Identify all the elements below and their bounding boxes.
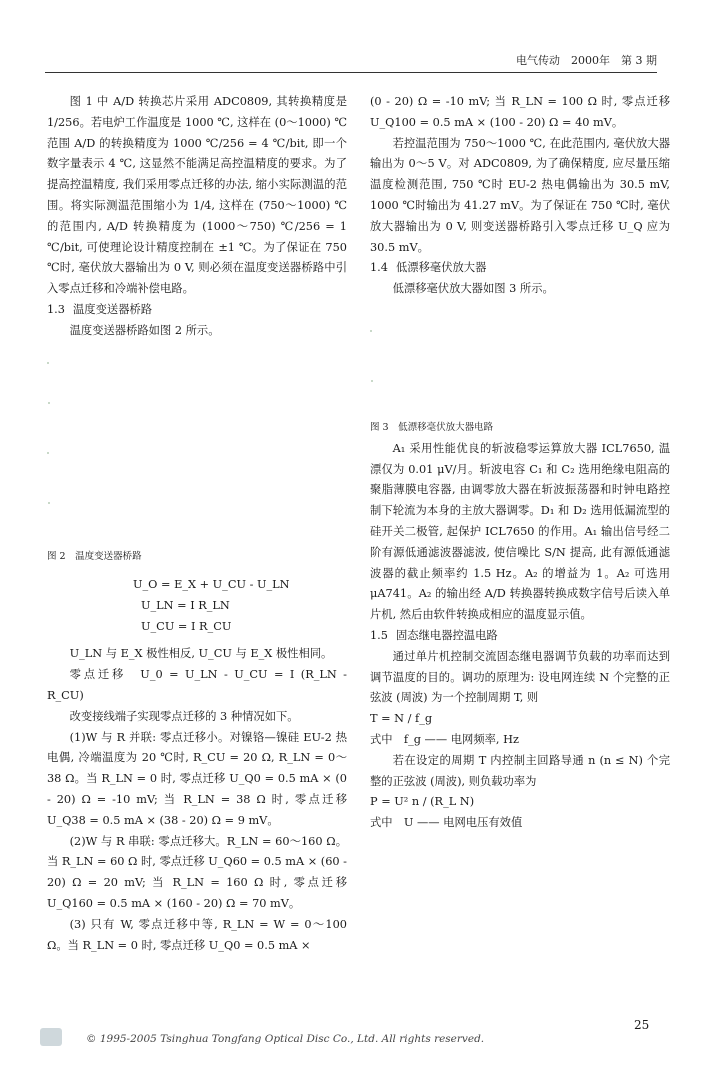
running-header: 电气传动 2000年 第 3 期 <box>516 54 657 67</box>
figure-2-placeholder <box>47 342 347 547</box>
figure-3-placeholder <box>370 300 670 418</box>
figure-artifact <box>370 330 372 332</box>
paragraph: 零点迁移 U_0 = U_LN - U_CU = I (R_LN - R_CU) <box>47 668 347 702</box>
paragraph: 通过单片机控制交流固态继电器调节负载的功率而达到调节温度的目的。调功的原理为: 设电网连续 N 个完整的正弦波 (周波) 为一个控制周期 T, 则 <box>370 649 670 705</box>
section-number: 1.5 <box>370 628 388 642</box>
equation: T = N / f_g <box>370 712 433 726</box>
header-rule <box>45 72 657 73</box>
figure-3-caption: 图 3 低漂移毫伏放大器电路 <box>370 421 494 433</box>
publisher-logo-icon <box>40 1028 62 1046</box>
paragraph: 改变接线端子实现零点迁移的 3 种情况如下。 <box>69 709 299 723</box>
paragraph: 低漂移毫伏放大器如图 3 所示。 <box>392 282 554 296</box>
section-title: 温度变送器桥路 <box>73 302 153 316</box>
page-number: 25 <box>634 1018 650 1032</box>
equation: U_O = E_X + U_CU - U_LN <box>133 578 290 592</box>
paragraph: 式中 f_g —— 电网频率, Hz <box>370 732 519 746</box>
section-title: 低漂移毫伏放大器 <box>396 261 487 275</box>
equation: P = U² n / (R_L N) <box>370 795 475 809</box>
right-column <box>370 92 670 834</box>
figure-artifact <box>48 402 50 404</box>
section-title: 固态继电器控温电路 <box>396 628 498 642</box>
copyright-notice: © 1995-2005 Tsinghua Tongfang Optical Disc Co., Ltd. All rights reserved. <box>86 1033 485 1045</box>
paragraph: (0 - 20) Ω = -10 mV; 当 R_LN = 100 Ω 时, 零点迁移 U_Q100 = 0.5 mA × (100 - 20) Ω = 40 mV。 <box>370 95 670 129</box>
paragraph: 若在设定的周期 T 内控制主回路导通 n (n ≤ N) 个完整的正弦波 (周波), 则负载功率为 <box>370 753 670 788</box>
equation: U_LN = I R_LN <box>141 599 230 613</box>
paragraph: 温度变送器桥路如图 2 所示。 <box>69 323 220 337</box>
paragraph: (2)W 与 R 串联: 零点迁移大。R_LN = 60～160 Ω。当 R_LN = 60 Ω 时, 零点迁移 U_Q60 = 0.5 mA × (60 - 20) Ω = 20 mV; 当 R_LN = 160 Ω 时, 零点迁移 U_Q160 = 0.5 mA × (160 - 20) Ω = 70 mV。 <box>47 834 347 910</box>
equation: U_CU = I R_CU <box>141 620 232 634</box>
section-heading-1-4 <box>370 258 670 279</box>
paragraph: 图 1 中 A/D 转换芯片采用 ADC0809, 其转换精度是 1/256。若电炉工作温度是 1000 ℃, 这样在 (0～1000) ℃ 范围 A/D 的转换精度为 1000 ℃/256 = 4 ℃/bit, 即一个数字量表示 4 ℃, 这显然不能满足高控温精度的要求。为了提高控温精度, 我们采用零点迁移的办法, 缩小实际测温的范围。将实际测温范围缩小为 1/4, 这样在 (750～1000) ℃ 的范围内, A/D 转换精度为 (1000～750) ℃/256 = 1 ℃/bit, 可使理论设计精度控制在 ±1 ℃。为了保证在 750 ℃时, 毫伏放大器输出为 0 V, 则必须在温度变送器桥路中引入零点迁移和冷端补偿电路。 <box>47 95 347 296</box>
figure-artifact <box>371 380 373 382</box>
equation-block <box>47 575 347 638</box>
left-column <box>47 92 347 956</box>
figure-artifact <box>47 362 49 364</box>
paragraph: U_LN 与 E_X 极性相反, U_CU 与 E_X 极性相同。 <box>69 647 333 661</box>
paragraph: A₁ 采用性能优良的斩波稳零运算放大器 ICL7650, 温漂仅为 0.01 μV/月。斩波电容 C₁ 和 C₂ 选用绝缘电阻高的聚脂薄膜电容器, 由调零放大器在斩波振荡器和时钟电路控制下轮流为本身的主放大器调零。D₁ 和 D₂ 选用低漏流型的硅开关二极管, 起保护 ICL7650 的作用。A₁ 输出信号经二阶有源低通滤波器滤波, 使信噪比 S/N 提高, 此有源低通滤波器的截止频率约 1.5 Hz。A₂ 的增益为 1。A₂ 可选用 μA741。A₂ 的输出经 A/D 转换器转换成数字信号后读入单片机, 然后由软件转换成相应的温度显示值。 <box>370 441 670 622</box>
paragraph: (1)W 与 R 并联: 零点迁移小。对镍铬—镍硅 EU-2 热电偶, 冷端温度为 20 ℃时, R_CU = 20 Ω, R_LN = 0～38 Ω。当 R_LN = 0 时, 零点迁移 U_Q0 = 0.5 mA × (0 - 20) Ω = -10 mV; 当 R_LN = 38 Ω 时, 零点迁移 U_Q38 = 0.5 mA × (38 - 20) Ω = 9 mV。 <box>47 730 347 827</box>
section-heading-1-5 <box>370 626 670 647</box>
figure-2-caption: 图 2 温度变送器桥路 <box>47 550 142 562</box>
paragraph: 式中 U —— 电网电压有效值 <box>370 816 523 830</box>
paragraph: 若控温范围为 750～1000 ℃, 在此范围内, 毫伏放大器输出为 0～5 V。对 ADC0809, 为了确保精度, 应尽量压缩温度检测范围, 750 ℃时 EU-2 热电偶输出为 30.5 mV, 1000 ℃时输出为 41.27 mV。为了保证在 750 ℃时, 毫伏放大器输出为 0 V, 则变送器桥路引入零点迁移 U_Q 应为 30.5 mV。 <box>370 136 670 254</box>
section-heading-1-3 <box>47 300 347 321</box>
figure-artifact <box>48 502 50 504</box>
section-number: 1.4 <box>370 261 388 275</box>
paragraph: (3) 只有 W, 零点迁移中等, R_LN = W = 0～100 Ω。当 R_LN = 0 时, 零点迁移 U_Q0 = 0.5 mA × <box>47 917 347 952</box>
figure-artifact <box>47 452 49 454</box>
section-number: 1.3 <box>47 302 65 316</box>
